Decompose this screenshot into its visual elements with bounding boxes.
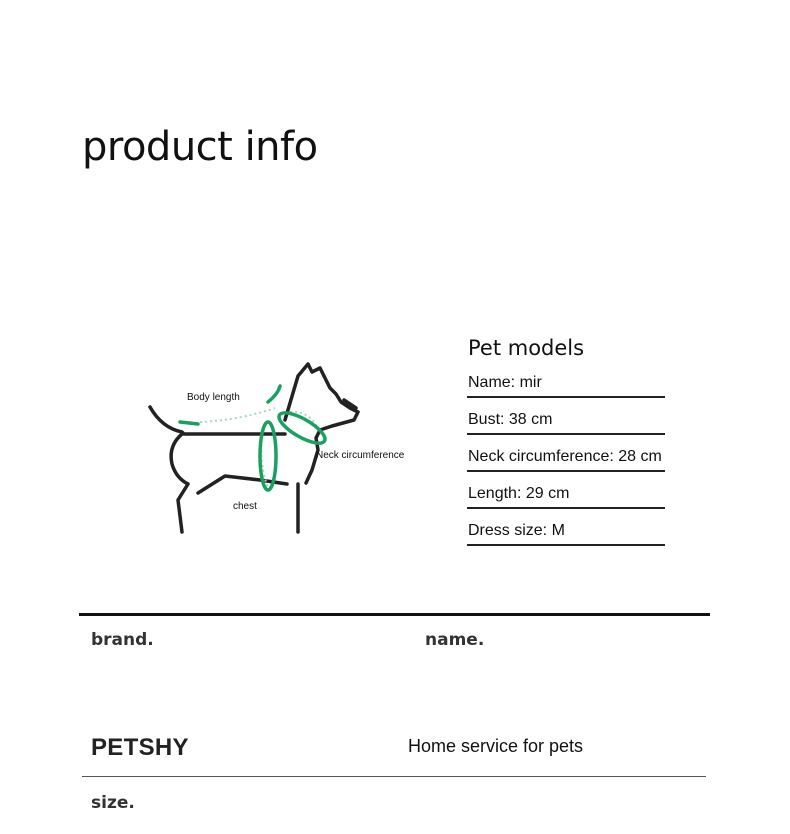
chest-label: chest (233, 501, 257, 512)
brand-value: PETSHY (91, 734, 189, 761)
spec-neck: Neck circumference: 28 cm (467, 444, 665, 472)
page-title: product info (82, 124, 318, 170)
dog-measurement-diagram (140, 350, 430, 550)
spec-dress-size: Dress size: M (467, 518, 665, 546)
brand-label: brand. (91, 630, 154, 650)
name-value: Home service for pets (408, 736, 584, 756)
size-label: size. (91, 793, 135, 813)
spec-length: Length: 29 cm (467, 481, 665, 509)
name-label: name. (425, 630, 485, 650)
divider-thin (82, 776, 706, 777)
body-length-label: Body length (187, 392, 240, 403)
neck-circumference-label: Neck circumference (316, 450, 405, 461)
spec-bust: Bust: 38 cm (467, 407, 665, 435)
pet-models-heading: Pet models (468, 336, 585, 360)
divider-top (79, 613, 710, 616)
spec-name: Name: mir (467, 370, 665, 398)
pet-models-panel (467, 336, 672, 555)
